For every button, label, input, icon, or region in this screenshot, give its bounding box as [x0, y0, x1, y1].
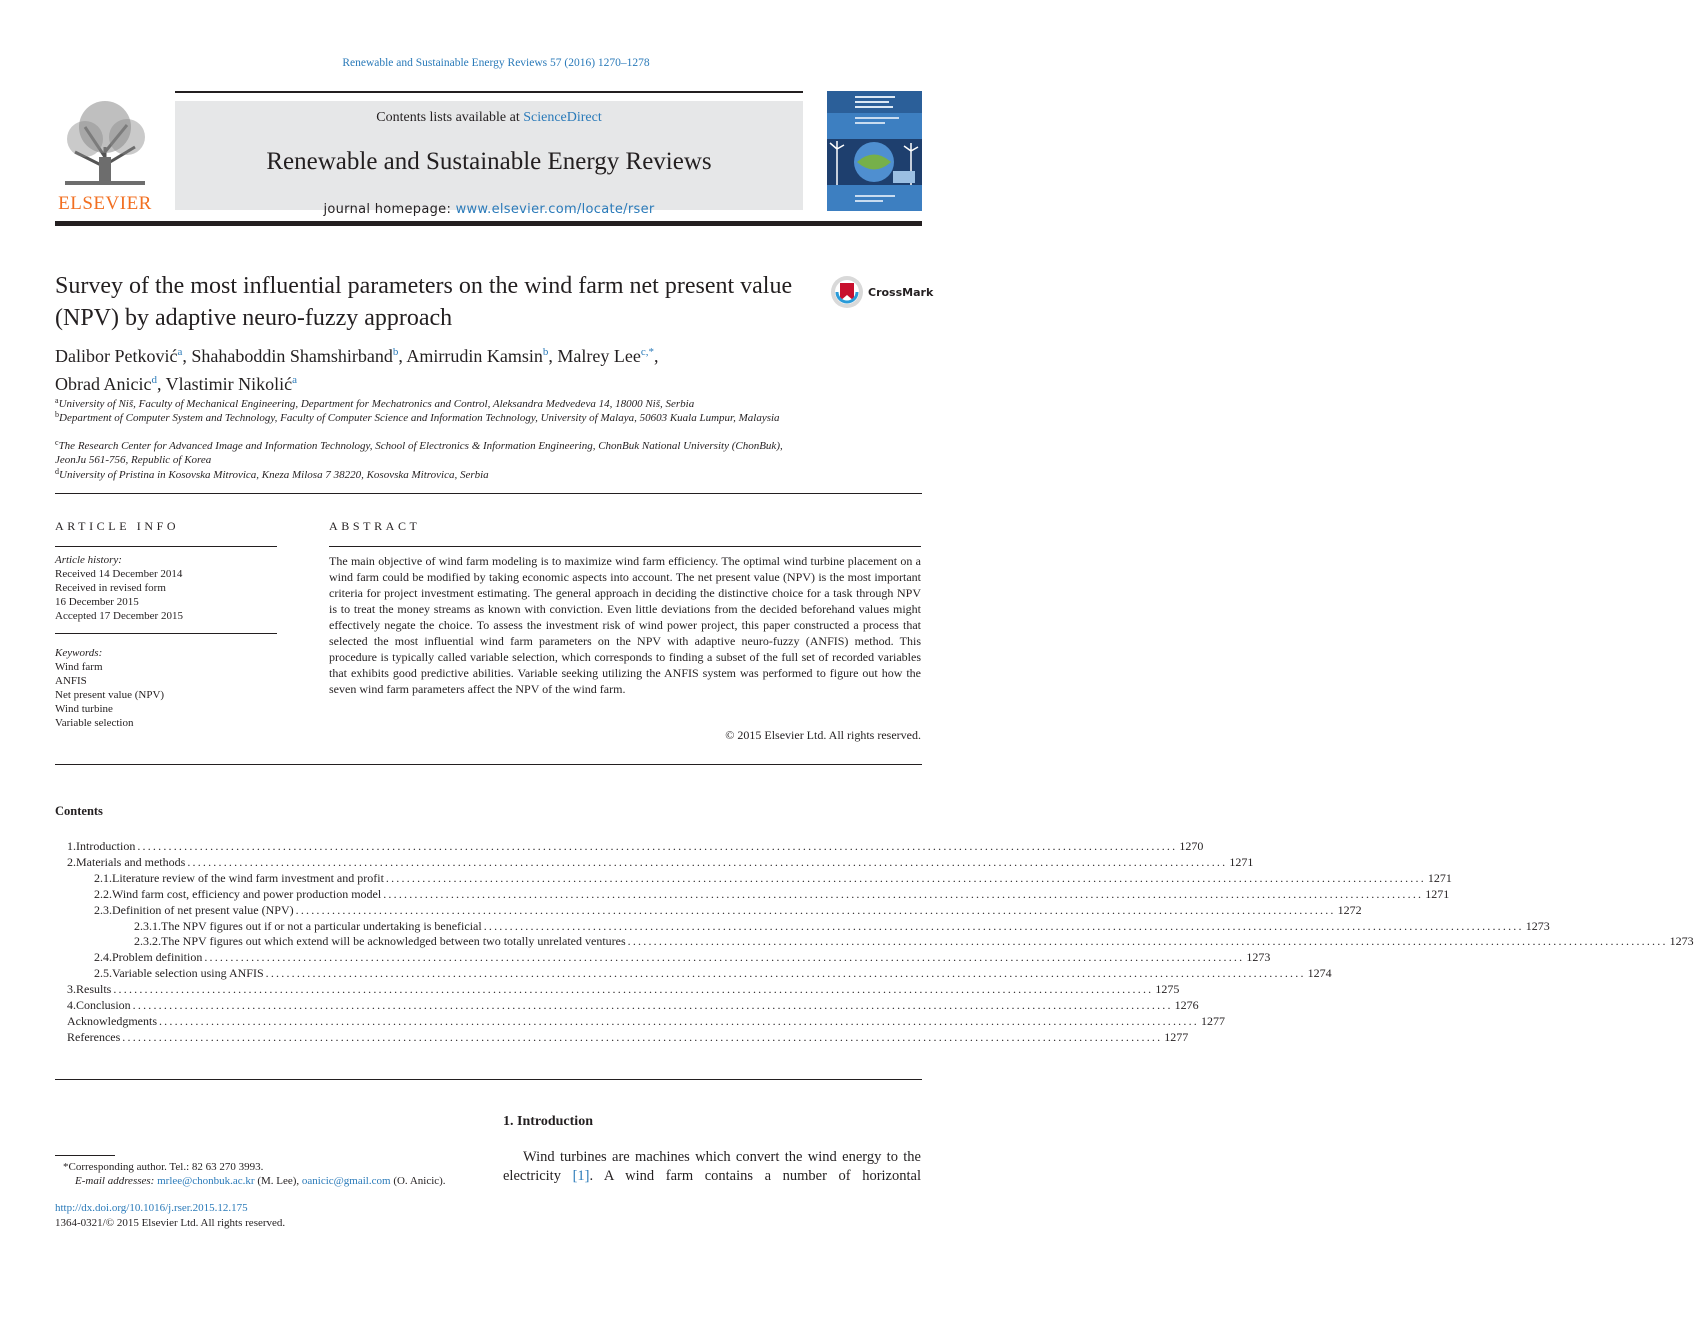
- toc-number: 2.3.2.: [134, 934, 161, 949]
- toc-number: 2.5.: [94, 966, 112, 981]
- toc-entry[interactable]: [134, 918, 1550, 934]
- masthead-bottom-rule: [55, 221, 922, 226]
- toc-label: Introduction: [76, 839, 136, 853]
- journal-masthead: [55, 91, 922, 226]
- keyword: Wind farm: [55, 661, 103, 673]
- toc-number: 2.2.: [94, 886, 112, 901]
- header-divider: [55, 493, 922, 494]
- crossmark-icon: [830, 275, 864, 309]
- toc-page-number: 1272: [1337, 902, 1362, 917]
- asterisk: *: [63, 1161, 69, 1173]
- toc-leader-dots: ........................................................................................................................................................................................................: [158, 1013, 1199, 1028]
- homepage-prefix: journal homepage:: [323, 202, 456, 217]
- reference-link[interactable]: [1]: [572, 1168, 590, 1184]
- doi-link[interactable]: http://dx.doi.org/10.1016/j.rser.2015.12.175: [55, 1202, 248, 1214]
- journal-homepage-line: [175, 202, 803, 217]
- author[interactable]: Malrey Lee$^{c,*}$,: [557, 346, 659, 366]
- toc-leader-dots: ........................................................................................................................................................................................................: [137, 839, 1178, 853]
- masthead-banner: [175, 101, 803, 217]
- history-label: Article history:: [55, 554, 122, 566]
- toc-page-number: 1274: [1307, 966, 1332, 981]
- toc-leader-dots: ........................................................................................................................................................................................................: [483, 918, 1524, 933]
- toc-page-number: 1275: [1155, 982, 1180, 997]
- history-item: Accepted 17 December 2015: [55, 610, 183, 622]
- author[interactable]: Vlastimir Nikolić$^a$: [165, 374, 298, 394]
- toc-page-number: 1270: [1179, 839, 1204, 853]
- toc-label: Variable selection using ANFIS: [112, 966, 264, 981]
- toc-label: Problem definition: [112, 950, 203, 965]
- keywords-label: Keywords:: [55, 647, 103, 659]
- toc-page-number: 1273: [1246, 950, 1271, 965]
- author[interactable]: Obrad Anicic$^d$,: [55, 374, 166, 394]
- article-history: [55, 553, 277, 623]
- elsevier-wordmark: ELSEVIER: [58, 193, 152, 214]
- toc-number: 1.: [67, 839, 76, 853]
- introduction-heading: 1. Introduction: [503, 1114, 593, 1129]
- toc-leader-dots: ........................................................................................................................................................................................................: [187, 854, 1228, 869]
- abstract-heading: ABSTRACT: [329, 519, 421, 533]
- toc-number: 4.: [67, 998, 76, 1012]
- crossmark-label: CrossMark: [868, 286, 934, 299]
- masthead-top-rule: [175, 91, 803, 93]
- toc-label: Results: [76, 982, 112, 997]
- issn-copyright: 1364-0321/© 2015 Elsevier Ltd. All rights reserved.: [55, 1217, 286, 1229]
- sciencedirect-link[interactable]: ScienceDirect: [523, 110, 602, 125]
- footnote-rule: [55, 1155, 115, 1156]
- toc-number: 2.3.1.: [134, 918, 161, 933]
- toc-leader-dots: ........................................................................................................................................................................................................: [295, 902, 1336, 917]
- toc-entry[interactable]: [94, 870, 1452, 886]
- keyword: ANFIS: [55, 675, 87, 687]
- journal-title: Renewable and Sustainable Energy Reviews: [266, 148, 712, 175]
- author-list: [55, 340, 915, 396]
- toc-entry[interactable]: [67, 854, 1254, 870]
- email-link-anicic[interactable]: oanicic@gmail.com: [301, 1175, 391, 1187]
- affiliation-b: $^b$Department of Computer System and Technology, Faculty of Computer Science and Information Technology, University of Malaya, 50603 Kuala Lumpur, Malaysia: [55, 410, 780, 424]
- toc-leader-dots: ........................................................................................................................................................................................................: [627, 934, 1668, 949]
- toc-label: Conclusion: [76, 998, 131, 1012]
- author[interactable]: Amirrudin Kamsin$^b$,: [406, 346, 558, 366]
- abstract-rule: [329, 546, 921, 547]
- introduction-text: [503, 1148, 921, 1186]
- toc-leader-dots: ........................................................................................................................................................................................................: [265, 966, 1306, 981]
- toc-leader-dots: ........................................................................................................................................................................................................: [113, 982, 1154, 997]
- history-item: Received 14 December 2014: [55, 568, 183, 580]
- toc-entry[interactable]: [94, 902, 1362, 918]
- toc-page-number: 1273: [1525, 918, 1550, 933]
- corresponding-author-note: [63, 1160, 263, 1174]
- journal-cover-thumbnail[interactable]: [827, 91, 922, 211]
- article-info-rule: [55, 546, 277, 547]
- affiliation-c: $^c$The Research Center for Advanced Image and Information Technology, School of Electronics & Information Engineering, ChonBuk National University (ChonBuk), JeonJu 561-756, Republic of Korea: [55, 438, 783, 466]
- keyword: Net present value (NPV): [55, 689, 165, 701]
- toc-page-number: 1276: [1174, 998, 1199, 1012]
- intro-text-start: Wind turbines are machines which convert the wind energy to the electricity: [503, 1149, 921, 1184]
- toc-number: 2.4.: [94, 950, 112, 965]
- toc-number: 2.: [67, 854, 76, 869]
- abstract-divider: [55, 764, 922, 765]
- history-item: Received in revised form: [55, 582, 166, 594]
- toc-number: 3.: [67, 982, 76, 997]
- toc-leader-dots: ........................................................................................................................................................................................................: [132, 998, 1173, 1012]
- toc-label: The NPV figures out if or not a particular undertaking is beneficial: [161, 918, 482, 933]
- article-title: Survey of the most influential parameters on the wind farm net present value (NPV) by adaptive neuro-fuzzy approach: [55, 273, 793, 331]
- toc-label: Materials and methods: [76, 854, 186, 869]
- elsevier-logo[interactable]: [55, 97, 155, 214]
- toc-leader-dots: ........................................................................................................................................................................................................: [383, 886, 1424, 901]
- toc-leader-dots: ........................................................................................................................................................................................................: [204, 950, 1245, 965]
- toc-entry[interactable]: [94, 949, 1271, 965]
- toc-label: Acknowledgments: [67, 1013, 157, 1028]
- crossmark-badge[interactable]: [830, 273, 934, 313]
- email-addresses: [75, 1174, 446, 1188]
- article-info-heading: ARTICLE INFO: [55, 519, 180, 533]
- journal-citation[interactable]: Renewable and Sustainable Energy Reviews 57 (2016) 1270–1278: [342, 57, 650, 69]
- email-name: (O. Anicic).: [390, 1175, 446, 1187]
- email-link-lee[interactable]: mrlee@chonbuk.ac.kr: [157, 1175, 255, 1187]
- homepage-link[interactable]: www.elsevier.com/locate/rser: [455, 202, 655, 217]
- contents-divider: [55, 1079, 922, 1080]
- toc-entry[interactable]: [94, 886, 1450, 902]
- keywords-rule: [55, 633, 277, 634]
- email-label: E-mail addresses:: [75, 1175, 155, 1187]
- toc-leader-dots: ........................................................................................................................................................................................................: [122, 1029, 1163, 1044]
- contents-title: Contents: [55, 804, 103, 818]
- toc-page-number: 1271: [1229, 854, 1254, 869]
- toc-entry[interactable]: [67, 1013, 1225, 1029]
- history-item: 16 December 2015: [55, 596, 139, 608]
- toc-entry[interactable]: [67, 838, 1204, 854]
- corresponding-text: Corresponding author. Tel.: 82 63 270 3993.: [68, 1161, 264, 1173]
- keyword: Variable selection: [55, 717, 134, 729]
- email-name: (M. Lee),: [254, 1175, 302, 1187]
- abstract-text: The main objective of wind farm modeling is to maximize wind farm efficiency. The optimal wind turbine placement on a wind farm could be modified by taking economic aspects into account. The net present value (NPV) is the most important criteria for project investment estimating. The general approach in deciding the distinctive choice for a task through NPV is to treat the money streams as known with conviction. Even little deviations from the decided beforehand values might effectively negate the choice. To assess the investment risk of wind power project, this paper constructed a process that selected the most influential wind farm parameters on the NPV with adaptive neuro-fuzzy (ANFIS) method. This procedure is typically called variable selection, which corresponds to finding a subset of the full set of recorded variables that exhibits good predictive abilities. Variable seeking utilizing the ANFIS system was performed to figure out how the seven wind farm parameters affect the NPV of the wind farm.: [329, 554, 921, 696]
- contents-prefix: Contents lists available at: [376, 110, 524, 125]
- keyword: Wind turbine: [55, 703, 113, 715]
- toc-entry[interactable]: [67, 1029, 1189, 1045]
- intro-text-end: . A wind farm contains a number of horizontal: [589, 1168, 921, 1184]
- toc-entry[interactable]: [94, 965, 1332, 981]
- toc-label: Definition of net present value (NPV): [112, 902, 294, 917]
- toc-number: 2.1.: [94, 870, 112, 885]
- toc-page-number: 1273: [1669, 934, 1694, 949]
- toc-label: The NPV figures out which extend will be acknowledged between two totally unrelated ventures: [161, 934, 626, 949]
- toc-label: Literature review of the wind farm investment and profit: [112, 870, 384, 885]
- author[interactable]: Dalibor Petković$^a$,: [55, 346, 192, 366]
- toc-page-number: 1277: [1164, 1029, 1189, 1044]
- affiliation-a: $^a$University of Niš, Faculty of Mechanical Engineering, Department for Mechatronics and Control, Aleksandra Medvedeva 14, 18000 Niš, Serbia: [55, 396, 695, 410]
- affiliation-d: $^d$University of Pristina in Kosovska Mitrovica, Kneza Milosa 7 38220, Kosovska Mitrovica, Serbia: [55, 467, 489, 481]
- abstract-copyright: © 2015 Elsevier Ltd. All rights reserved.: [725, 728, 921, 742]
- toc-entry[interactable]: [67, 981, 1180, 997]
- author[interactable]: Shahaboddin Shamshirband$^b$,: [191, 346, 407, 366]
- toc-page-number: 1277: [1200, 1013, 1225, 1028]
- toc-label: References: [67, 1029, 121, 1044]
- toc-entry[interactable]: [67, 997, 1199, 1013]
- toc-page-number: 1271: [1427, 870, 1452, 885]
- toc-leader-dots: ........................................................................................................................................................................................................: [385, 870, 1426, 885]
- toc-number: 2.3.: [94, 902, 112, 917]
- keywords: [55, 646, 277, 730]
- contents-available-line: [175, 110, 803, 126]
- toc-page-number: 1271: [1425, 886, 1450, 901]
- toc-entry[interactable]: [134, 933, 1694, 949]
- toc-label: Wind farm cost, efficiency and power production model: [112, 886, 382, 901]
